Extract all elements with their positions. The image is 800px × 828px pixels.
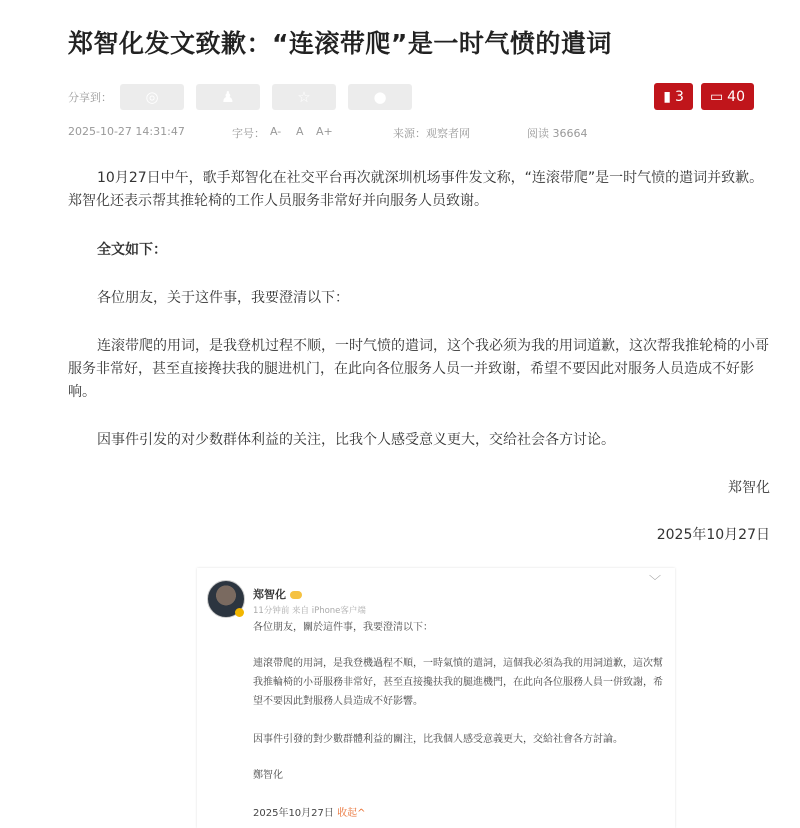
weibo-line: 鄭智化 <box>253 770 283 781</box>
share-label: 分享到： <box>68 91 112 104</box>
read-count: 阅读 36664 <box>527 127 588 140</box>
comment-count: 40 <box>727 88 745 105</box>
paragraph: 连滚带爬的用词，是我登机过程不顺，一时气愤的遣词，这个我必须为我的用词道歉，这次帮我推轮椅的小哥服务非常好，甚至直接搀扶我的腿进机门，在此向各位服务人员一并致谢，希望不要因此对服务人员造成不好影响。 <box>68 338 769 400</box>
comment-icon: ▭ <box>709 88 724 105</box>
publish-time: 2025-10-27 14:31:47 <box>68 125 185 138</box>
verified-icon <box>235 608 244 617</box>
font-large-button[interactable]: A+ <box>316 125 333 138</box>
share-bar <box>68 84 424 110</box>
weibo-time: 11分钟前 来自 iPhone客户端 <box>253 606 366 616</box>
weibo-screenshot <box>197 568 675 828</box>
share-wechat-button[interactable] <box>348 84 412 110</box>
weibo-line: 各位朋友，關於這件事，我要澄清以下： <box>253 622 433 633</box>
date: 2025年10月27日 <box>656 527 770 543</box>
share-qq-button[interactable] <box>196 84 260 110</box>
paragraph: 各位朋友，关于这件事，我要澄清以下： <box>97 290 349 306</box>
chevron-down-icon: ﹀ <box>648 574 661 588</box>
paragraph: 因事件引发的对少数群体利益的关注，比我个人感受意义更大，交给社会各方讨论。 <box>97 432 615 448</box>
bookmark-count: 3 <box>675 88 684 105</box>
signature: 郑智化 <box>728 480 770 496</box>
bookmark-icon: ▮ <box>663 88 672 105</box>
collapse-link: 收起^ <box>337 808 366 819</box>
subheading: 全文如下： <box>97 242 167 258</box>
share-qzone-button[interactable] <box>272 84 336 110</box>
weibo-line: 因事件引發的對少數群體利益的關注，比我個人感受意義更大，交給社會各方討論。 <box>253 734 623 745</box>
qq-icon: ♟ <box>221 88 235 106</box>
comments-button[interactable] <box>701 83 754 110</box>
bookmark-button[interactable] <box>654 83 693 110</box>
paragraph-intro: 10月27日中午，歌手郑智化在社交平台再次就深圳机场事件发文称，“连滚带爬”是一时气愤的遣词并致歉。郑智化还表示帮其推轮椅的工作人员服务非常好并向服务人员致谢。 <box>68 170 764 209</box>
star-icon: ☆ <box>297 88 311 106</box>
weibo-icon: ◎ <box>145 88 159 106</box>
font-medium-button[interactable]: A <box>296 125 304 138</box>
vip-icon <box>290 591 302 599</box>
weibo-line: 連滾帶爬的用詞，是我登機過程不順，一時氣憤的遣詞，這個我必須為我的用詞道歉，這次幫我推輪椅的小哥服務非常好，甚至直接攙扶我的腿進機門，在此向各位服務人員一併致謝，希望不要因此對服務人員造成不好影響。 <box>253 658 663 707</box>
font-size-label: 字号： <box>232 127 265 140</box>
source: 来源：观察者网 <box>393 127 470 140</box>
wechat-icon: ● <box>373 88 387 106</box>
article-title: 郑智化发文致歉：“连滚带爬”是一时气愤的遣词 <box>68 29 612 58</box>
weibo-username: 郑智化 <box>253 586 302 602</box>
weibo-date: 2025年10月27日 收起^ <box>253 808 366 819</box>
share-weibo-button[interactable] <box>120 84 184 110</box>
font-small-button[interactable]: A- <box>270 125 282 138</box>
